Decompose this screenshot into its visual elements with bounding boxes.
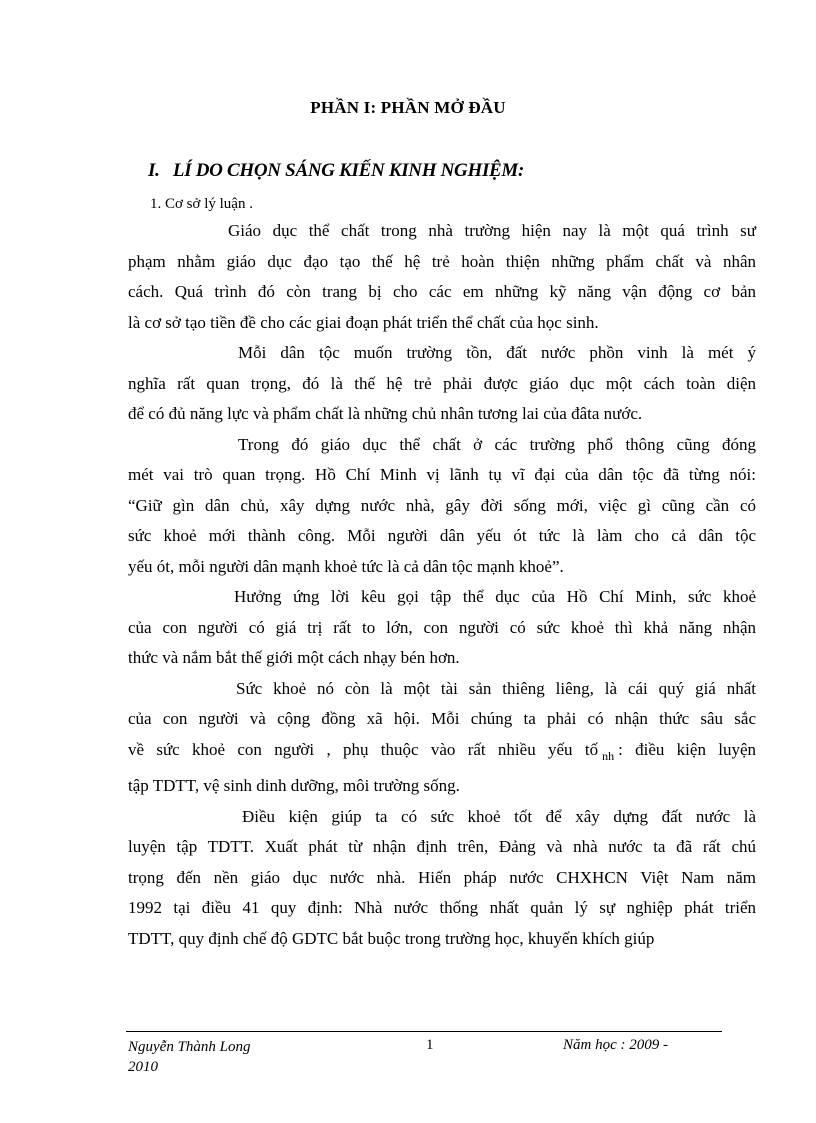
text-line: Mỗi dân tộc muốn trường tồn, đất nước phồn vinh là mét ý xyxy=(238,343,756,362)
text-line: cách. Quá trình đó còn trang bị cho các em những kỹ năng vận động cơ bản xyxy=(128,282,756,301)
small-text-fragment: nh xyxy=(602,748,615,763)
paragraph xyxy=(128,430,756,583)
footer-author-name: Nguyễn Thành Long xyxy=(128,1039,251,1055)
text-fragment: về sức khoẻ con người , phụ thuộc vào rất nhiều yếu tố xyxy=(128,739,599,759)
text-line: của con người có giá trị rất to lớn, con người có sức khoẻ thì khả năng nhận xyxy=(128,617,756,637)
text-line: của con người và cộng đồng xã hội. Mỗi chúng ta phải có nhận thức sâu sắc xyxy=(128,709,756,728)
footer-school-year: Năm học : 2009 - xyxy=(563,1037,668,1053)
text-line: TDTT, quy định chế độ GDTC bắt buộc trong trường học, khuyến khích giúp xyxy=(128,928,655,948)
footer-author-continued: 2010 xyxy=(128,1059,158,1075)
paragraph xyxy=(128,802,756,955)
paragraph xyxy=(128,338,756,430)
footer-rule xyxy=(126,1031,722,1032)
text-line: Sức khoẻ nó còn là một tài sản thiêng liêng, là cái quý giá nhất xyxy=(236,678,756,698)
text-line: tập TDTT, vệ sinh dinh dưỡng, môi trường sống. xyxy=(128,776,460,795)
text-line xyxy=(128,735,756,772)
text-line: Giáo dục thể chất trong nhà trường hiện nay là một quá trình sư xyxy=(228,221,756,240)
text-line: để có đủ năng lực và phẩm chất là những chủ nhân tương lai của đâta nước. xyxy=(128,404,643,423)
text-line: Hưởng ứng lời kêu gọi tập thể dục của Hồ Chí Minh, sức khoẻ xyxy=(234,587,756,606)
page-number: 1 xyxy=(426,1037,434,1053)
section-heading: I. LÍ DO CHỌN SÁNG KIẾN KINH NGHIỆM: xyxy=(148,160,525,181)
text-line: trọng đến nền giáo dục nước nhà. Hiến pháp nước CHXHCN Việt Nam năm xyxy=(128,867,756,887)
footer-author xyxy=(128,1037,308,1077)
page-title: PHẦN I: PHẦN MỞ ĐẦU xyxy=(310,98,506,117)
text-line: yếu ót, mỗi người dân mạnh khoẻ tức là cả dân tộc mạnh khoẻ”. xyxy=(128,556,564,576)
text-line: nghĩa rất quan trọng, đó là thế hệ trẻ phải được giáo dục một cách toàn diện xyxy=(128,373,756,393)
paragraph xyxy=(128,582,756,674)
text-line: Điều kiện giúp ta có sức khoẻ tốt để xây dựng đất nước là xyxy=(242,806,756,826)
paragraph xyxy=(128,674,756,802)
text-line: thức và nắm bắt thế giới một cách nhạy bén hơn. xyxy=(128,648,460,667)
text-line: mét vai trò quan trọng. Hồ Chí Minh vị lãnh tụ vĩ đại của dân tộc đã từng nói: xyxy=(128,465,756,484)
body-text xyxy=(128,216,756,954)
text-line: phạm nhằm giáo dục đạo tạo thế hệ trẻ hoàn thiện những phẩm chất và nhân xyxy=(128,251,756,271)
text-line: 1992 tại điều 41 quy định: Nhà nước thống nhất quản lý sự nghiệp phát triển xyxy=(128,898,756,917)
text-line: sức khoẻ mới thành công. Mỗi người dân yếu ót tức là làm cho cả dân tộc xyxy=(128,526,756,545)
paragraph xyxy=(128,216,756,338)
text-line: là cơ sở tạo tiền đề cho các giai đoạn phát triển thể chất của học sinh. xyxy=(128,312,599,332)
text-line: luyện tập TDTT. Xuất phát từ nhận định trên, Đảng và nhà nước ta đã rất chú xyxy=(128,837,756,856)
text-line: “Giữ gìn dân chủ, xây dựng nước nhà, gây đời sống mới, việc gì cũng cần có xyxy=(128,495,756,515)
text-line: Trong đó giáo dục thể chất ở các trường phổ thông cũng đóng xyxy=(238,434,756,454)
subheading: 1. Cơ sở lý luận . xyxy=(150,196,253,212)
text-fragment: : điều kiện luyện xyxy=(618,739,757,759)
